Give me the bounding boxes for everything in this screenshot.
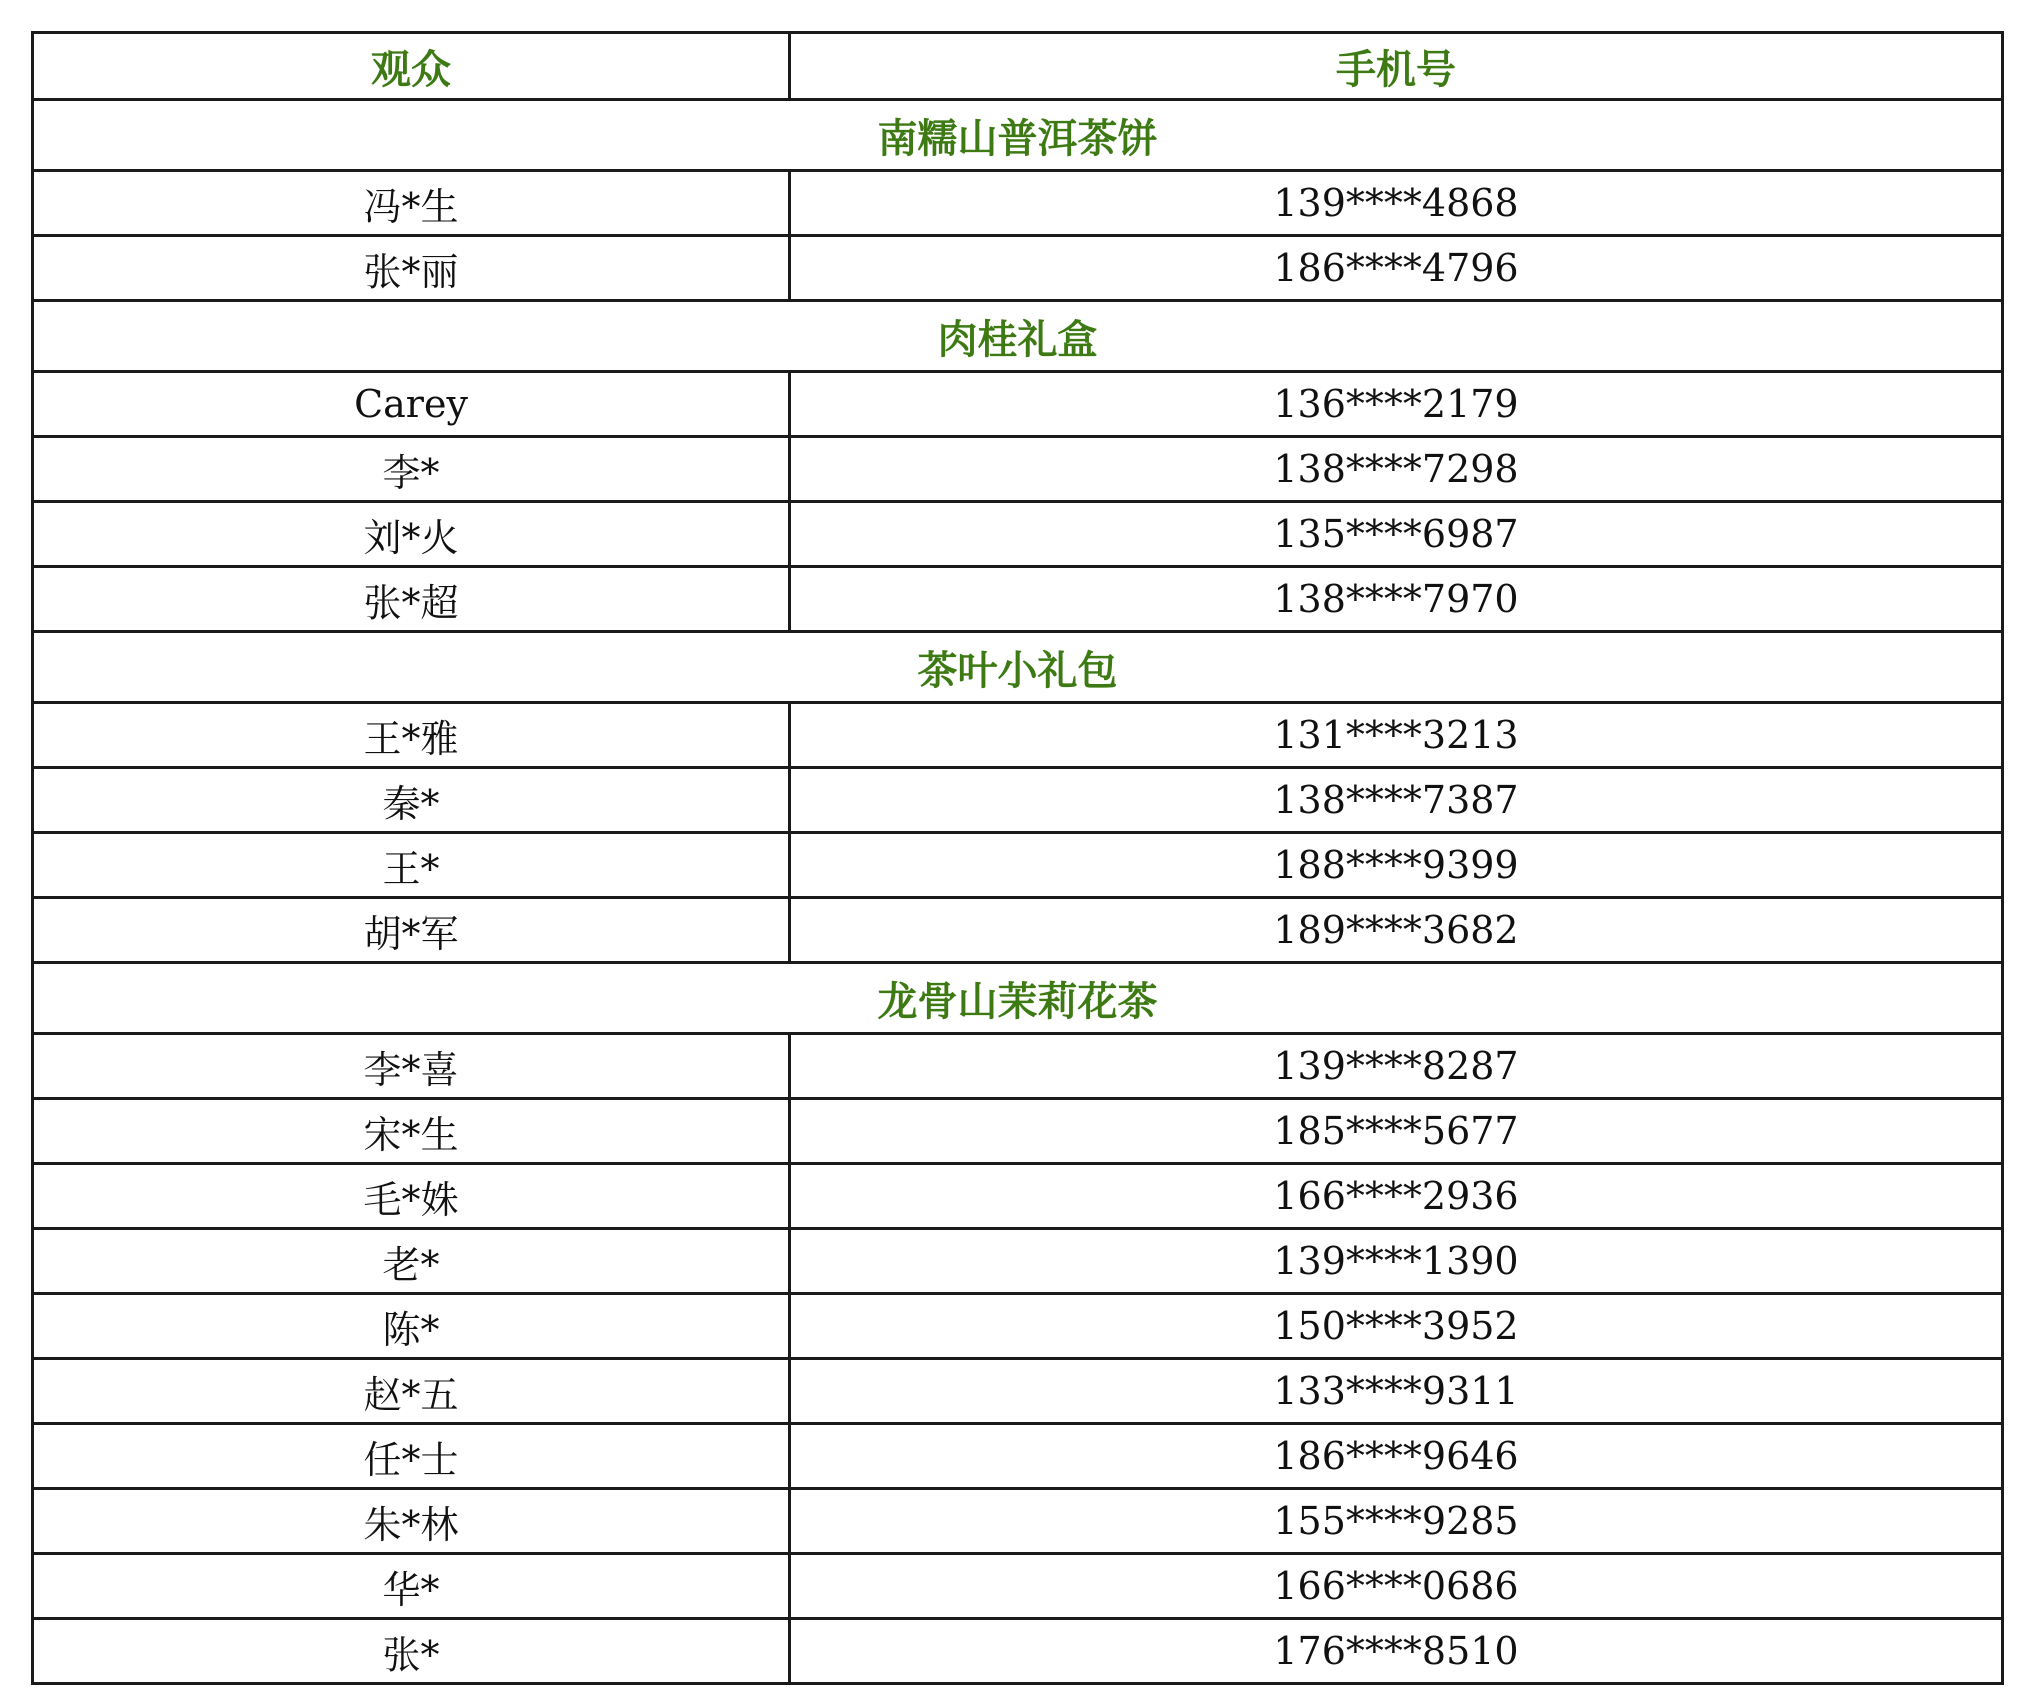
prize-group-title: 肉桂礼盒 (33, 301, 2003, 372)
table-row (33, 1099, 2003, 1164)
table-row (33, 502, 2003, 567)
phone-number-cell: 139****8287 (790, 1034, 2003, 1099)
group-header-row (33, 100, 2003, 171)
audience-name-cell: 张*丽 (33, 236, 790, 301)
group-header-row (33, 963, 2003, 1034)
table-row (33, 833, 2003, 898)
audience-name-cell: 赵*五 (33, 1359, 790, 1424)
table-row (33, 898, 2003, 963)
audience-name-cell: 刘*火 (33, 502, 790, 567)
phone-number-cell: 166****0686 (790, 1554, 2003, 1619)
audience-name-cell: 张*超 (33, 567, 790, 632)
table-row (33, 1229, 2003, 1294)
table-row (33, 1164, 2003, 1229)
audience-name-cell: 秦* (33, 768, 790, 833)
phone-number-cell: 136****2179 (790, 372, 2003, 437)
table-row (33, 1034, 2003, 1099)
prize-group-title: 龙骨山茉莉花茶 (33, 963, 2003, 1034)
prize-group-title: 茶叶小礼包 (33, 632, 2003, 703)
phone-number-cell: 150****3952 (790, 1294, 2003, 1359)
table-row (33, 1424, 2003, 1489)
audience-name-cell: 王* (33, 833, 790, 898)
audience-name-cell: 张* (33, 1619, 790, 1684)
table-row (33, 1619, 2003, 1684)
audience-name-cell: 宋*生 (33, 1099, 790, 1164)
audience-name-cell: 毛*姝 (33, 1164, 790, 1229)
table-row (33, 1489, 2003, 1554)
table-row (33, 437, 2003, 502)
audience-name-cell: 老* (33, 1229, 790, 1294)
phone-number-cell: 138****7387 (790, 768, 2003, 833)
phone-number-cell: 131****3213 (790, 703, 2003, 768)
phone-number-cell: 139****1390 (790, 1229, 2003, 1294)
phone-number-cell: 186****9646 (790, 1424, 2003, 1489)
winner-list-table (31, 31, 2004, 1685)
table-row (33, 236, 2003, 301)
phone-number-cell: 185****5677 (790, 1099, 2003, 1164)
table-row (33, 1554, 2003, 1619)
phone-number-cell: 176****8510 (790, 1619, 2003, 1684)
group-header-row (33, 301, 2003, 372)
table-row (33, 703, 2003, 768)
prize-group-title: 南糯山普洱茶饼 (33, 100, 2003, 171)
phone-number-cell: 189****3682 (790, 898, 2003, 963)
audience-name-cell: 冯*生 (33, 171, 790, 236)
phone-number-cell: 186****4796 (790, 236, 2003, 301)
column-header-audience: 观众 (33, 33, 790, 100)
phone-number-cell: 166****2936 (790, 1164, 2003, 1229)
audience-name-cell: 任*士 (33, 1424, 790, 1489)
table-row (33, 1359, 2003, 1424)
audience-name-cell: 朱*林 (33, 1489, 790, 1554)
table-row (33, 567, 2003, 632)
table-row (33, 768, 2003, 833)
phone-number-cell: 133****9311 (790, 1359, 2003, 1424)
audience-name-cell: 李* (33, 437, 790, 502)
phone-number-cell: 155****9285 (790, 1489, 2003, 1554)
group-header-row (33, 632, 2003, 703)
audience-name-cell: 胡*军 (33, 898, 790, 963)
phone-number-cell: 188****9399 (790, 833, 2003, 898)
phone-number-cell: 135****6987 (790, 502, 2003, 567)
column-header-phone: 手机号 (790, 33, 2003, 100)
table-body (33, 100, 2003, 1684)
audience-name-cell: 王*雅 (33, 703, 790, 768)
phone-number-cell: 138****7970 (790, 567, 2003, 632)
phone-number-cell: 138****7298 (790, 437, 2003, 502)
audience-name-cell: 华* (33, 1554, 790, 1619)
audience-name-cell: Carey (33, 372, 790, 437)
audience-name-cell: 李*喜 (33, 1034, 790, 1099)
audience-name-cell: 陈* (33, 1294, 790, 1359)
table-row (33, 171, 2003, 236)
header-row (33, 33, 2003, 100)
table-row (33, 1294, 2003, 1359)
table-row (33, 372, 2003, 437)
phone-number-cell: 139****4868 (790, 171, 2003, 236)
